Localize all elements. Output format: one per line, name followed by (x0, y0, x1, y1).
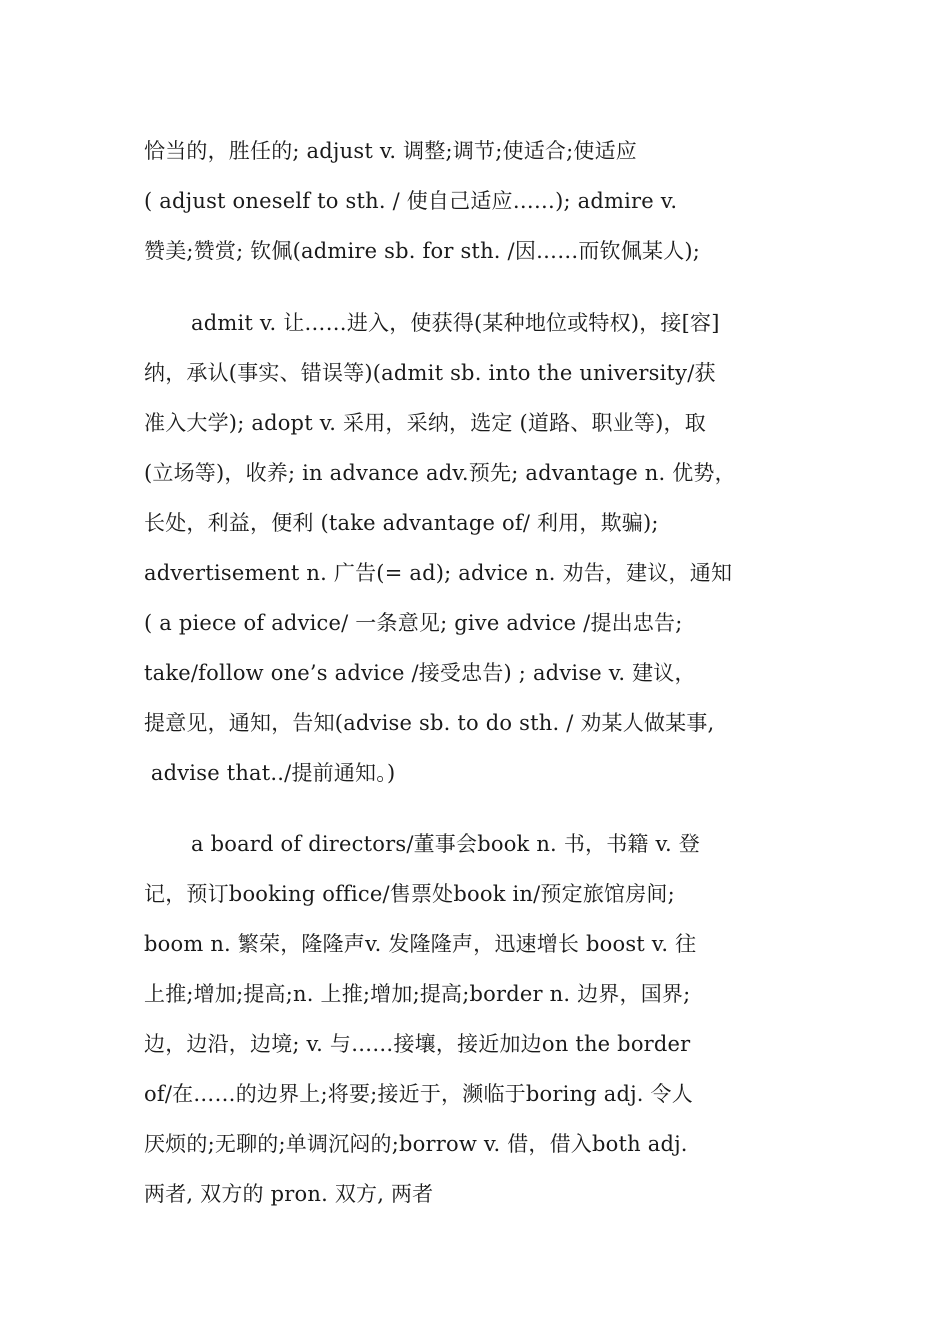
text-line: 两者, 双方的 pron. 双方, 两者 (144, 1182, 434, 1206)
text-line: 纳，承认(事实、错误等)(admit sb. into the university/获 (144, 361, 716, 385)
text-line: (立场等)，收养; in advance adv.预先; advantage n. 优势， (144, 461, 736, 485)
text-line: a board of directors/董事会book n. 书，书籍 v. 登 (191, 832, 701, 856)
text-line: boom n. 繁荣，隆隆声v. 发隆隆声，迅速增长 boost v. 往 (144, 932, 697, 956)
text-line: admit v. 让……进入，使获得(某种地位或特权)，接[容] (191, 311, 720, 335)
text-line: of/在……的边界上;将要;接近于，濒临于boring adj. 令人 (144, 1082, 693, 1106)
text-line: 长处，利益，便利 (take advantage of/ 利用，欺骗); (144, 511, 659, 535)
text-line: 边，边沿，边境; v. 与……接壤，接近加边on the border (144, 1032, 691, 1056)
text-line: 恰当的，胜任的; adjust v. 调整;调节;使适合;使适应 (144, 139, 637, 163)
text-line: ( adjust oneself to sth. / 使自己适应……); admire v. (144, 189, 678, 213)
text-line: ( a piece of advice/ 一条意见; give advice /提出忠告; (144, 611, 683, 635)
text-line: 记，预订booking office/售票处book in/预定旅馆房间; (144, 882, 675, 906)
text-line: 上推;增加;提高;n. 上推;增加;提高;border n. 边界，国界; (144, 982, 691, 1006)
text-line: take/follow one’s advice /接受忠告) ; advise v. 建议， (144, 661, 696, 685)
text-line: 提意见，通知，告知(advise sb. to do sth. / 劝某人做某事, (144, 711, 715, 735)
text-line: 准入大学); adopt v. 采用，采纳，选定 (道路、职业等)，取 (144, 411, 706, 435)
text-line: advertisement n. 广告(= ad); advice n. 劝告，建议，通知 (144, 561, 733, 585)
text-line: 赞美;赞赏; 钦佩(admire sb. for sth. /因……而钦佩某人); (144, 239, 701, 263)
text-line: advise that../提前通知。) (144, 761, 396, 785)
text-line: 厌烦的;无聊的;单调沉闷的;borrow v. 借，借入both adj. (144, 1132, 688, 1156)
